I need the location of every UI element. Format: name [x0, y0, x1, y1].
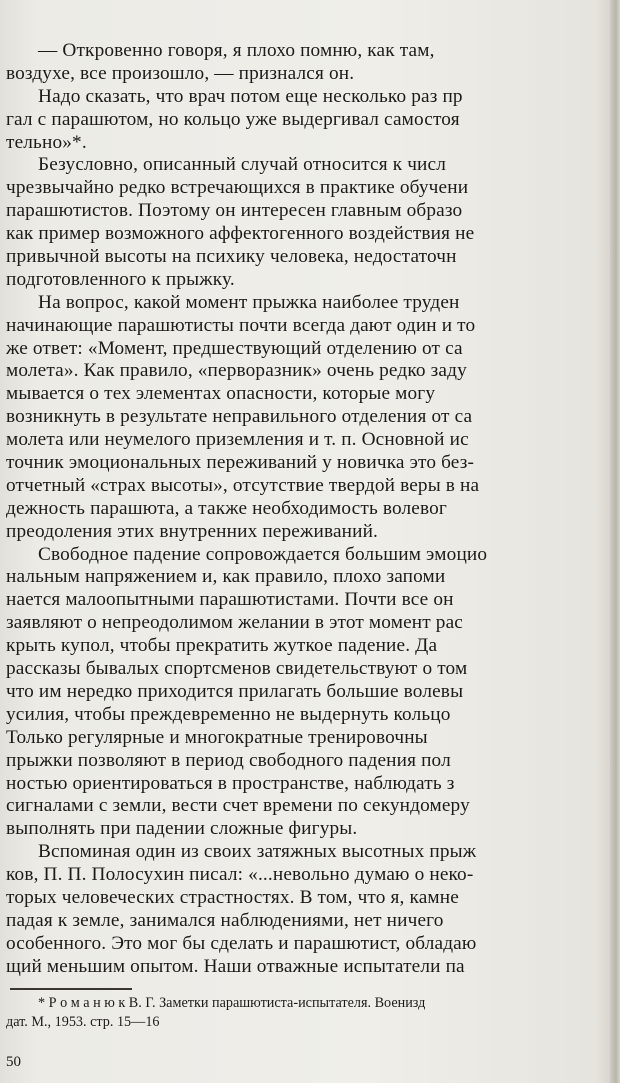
text-line: возникнуть в результате неправильного отделения от са	[6, 406, 473, 428]
text-line: тельно»*.	[6, 131, 87, 153]
footnote	[6, 994, 610, 1032]
text-line: воздухе, все произошло, — признался он.	[6, 62, 355, 84]
text-line: что им нередко приходится прилагать большие волевы	[6, 680, 464, 702]
text-line: же ответ: «Момент, предшествующий отделению от са	[6, 337, 463, 359]
text-line: усилия, чтобы преждевременно не выдернуть кольцо	[6, 703, 451, 725]
text-line: Вспоминая один из своих затяжных высотных прыж	[38, 841, 477, 863]
text-line: подготовленного к прыжку.	[6, 268, 235, 290]
text-line: гал с парашютом, но кольцо уже выдергивал самостоя	[6, 108, 460, 130]
text-line: — Откровенно говоря, я плохо помню, как там,	[38, 40, 435, 61]
text-line: нается малоопытными парашютистами. Почти все он	[6, 589, 454, 611]
page-binding-edge	[610, 0, 620, 1083]
text-line: ков, П. П. Полосухин писал: «...невольно думаю о неко-	[6, 864, 474, 886]
text-line: крыть купол, чтобы прекратить жуткое падение. Да	[6, 635, 438, 657]
footnote-line: * Р о м а н ю к В. Г. Заметки парашютиста-испытателя. Военизд	[38, 995, 426, 1011]
text-line: начинающие парашютисты почти всегда дают один и то	[6, 314, 476, 336]
text-line: отчетный «страх высоты», отсутствие твердой веры в на	[6, 474, 480, 496]
text-line: как пример возможного аффектогенного воздействия не	[6, 223, 475, 245]
text-line: молета или неумелого приземления и т. п. Основной ис	[6, 429, 469, 451]
text-line: точник эмоциональных переживаний у новичка это без-	[6, 452, 475, 474]
text-line: щий меньшим опытом. Наши отважные испытатели па	[6, 955, 465, 977]
text-line: привычной высоты на психику человека, недостаточн	[6, 246, 457, 268]
footnote-divider	[10, 988, 132, 990]
text-line: торых человеческих страстностях. В том, что я, камне	[6, 886, 459, 908]
text-line: Надо сказать, что врач потом еще несколько раз пр	[38, 85, 463, 107]
text-line: Безусловно, описанный случай относится к числ	[38, 154, 446, 176]
text-line: Только регулярные и многократные тренировочны	[6, 726, 428, 748]
text-line: На вопрос, какой момент прыжка наиболее труден	[38, 291, 460, 313]
text-line: заявляют о непреодолимом желании в этот момент рас	[6, 612, 463, 634]
text-line: преодоления этих внутренних переживаний.	[6, 520, 379, 542]
text-line: дежность парашюта, а также необходимость волевог	[6, 497, 447, 519]
text-line: падая к земле, занимался наблюдениями, нет ничего	[6, 909, 444, 931]
text-line: прыжки позволяют в период свободного падения пол	[6, 749, 451, 771]
text-line: молета». Как правило, «перворазник» очень редко заду	[6, 360, 467, 382]
text-line: ностью ориентироваться в пространстве, наблюдать з	[6, 772, 455, 794]
body-text	[6, 40, 610, 979]
text-line: парашютистов. Поэтому он интересен главным образо	[6, 200, 463, 222]
text-line: выполнять при падении сложные фигуры.	[6, 818, 358, 840]
text-line: особенного. Это мог бы сделать и парашютист, обладаю	[6, 932, 477, 954]
text-line: мывается о тех элементах опасности, которые могу	[6, 383, 436, 405]
footnote-line: дат. М., 1953. стр. 15—16	[6, 1014, 160, 1030]
text-line: нальным напряжением и, как правило, плохо запоми	[6, 566, 446, 588]
text-line: рассказы бывалых спортсменов свидетельствуют о том	[6, 658, 468, 680]
text-line: сигналами с земли, вести счет времени по секундомеру	[6, 795, 470, 817]
text-line: Свободное падение сопровождается большим эмоцио	[38, 543, 488, 565]
page-number: 50	[6, 1054, 21, 1070]
text-line: чрезвычайно редко встречающихся в практике обучени	[6, 177, 469, 199]
